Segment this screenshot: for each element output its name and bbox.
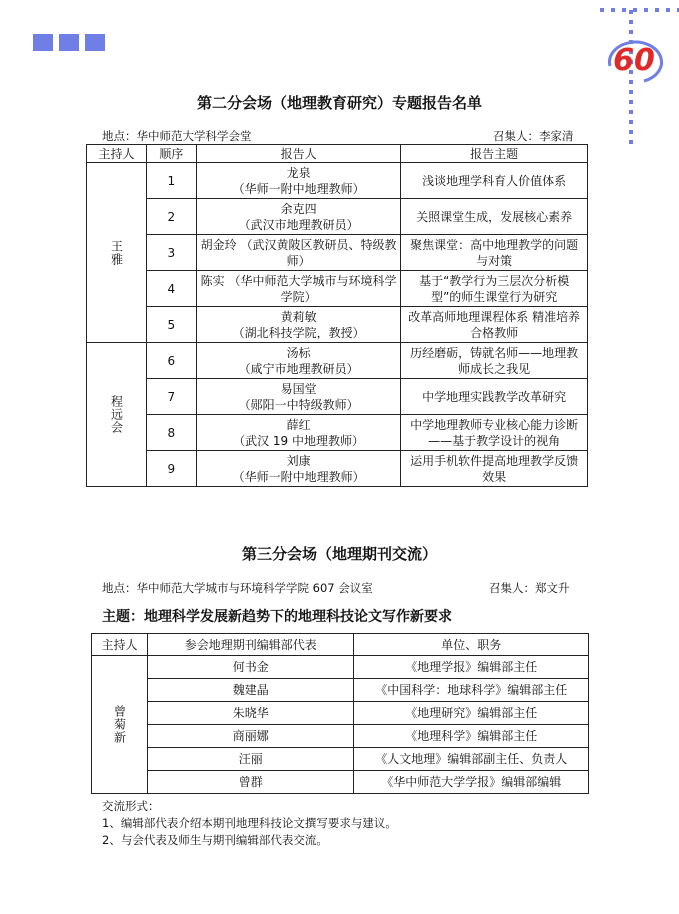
header-unit: 单位、职务 [354, 634, 589, 656]
reporter-cell: 龙泉 （华师一附中地理教师） [196, 163, 401, 199]
order-cell: 6 [146, 343, 196, 379]
editor-name: 魏建晶 [147, 679, 354, 702]
topic-cell: 浅谈地理学科育人价值体系 [401, 163, 588, 199]
session3-location: 地点：华中师范大学城市与环境科学学院 607 会议室 [102, 581, 373, 595]
session3-theme: 主题：地理科学发展新趋势下的地理科技论文写作新要求 [102, 609, 452, 625]
host-name: 王雅 [109, 239, 124, 266]
format-item: 1、编辑部代表介绍本期刊地理科技论文撰写要求与建议。 [102, 816, 397, 830]
session2-convener: 召集人：李家清 [493, 129, 574, 143]
host-cell [92, 656, 148, 794]
order-cell: 8 [146, 415, 196, 451]
order-cell: 7 [146, 379, 196, 415]
editor-name: 汪丽 [147, 748, 354, 771]
topic-cell: 聚焦课堂：高中地理教学的问题与对策 [401, 235, 588, 271]
order-cell: 2 [146, 199, 196, 235]
editor-unit: 《华中师范大学学报》编辑部编辑 [354, 771, 589, 794]
reporter-cell: 陈实 （华中师范大学城市与环境科学学院） [196, 271, 401, 307]
format-item: 2、与会代表及师生与期刊编辑部代表交流。 [102, 833, 328, 847]
editor-name: 朱晓华 [147, 702, 354, 725]
reporter-cell: 刘康 （华师一附中地理教师） [196, 451, 401, 487]
header-order: 顺序 [146, 145, 196, 163]
decor-square [85, 34, 105, 51]
reporter-cell: 黄莉敏 （湖北科技学院，教授） [196, 307, 401, 343]
decor-square [59, 34, 79, 51]
reporter-cell: 薛红 （武汉 19 中地理教师） [196, 415, 401, 451]
page-number: 60 [613, 43, 655, 78]
page-number-badge [604, 36, 664, 86]
header-host: 主持人 [92, 634, 148, 656]
editor-name: 何书金 [147, 656, 354, 679]
topic-cell: 运用手机软件提高地理教学反馈效果 [401, 451, 588, 487]
header-topic: 报告主题 [401, 145, 588, 163]
editor-unit: 《中国科学：地球科学》编辑部主任 [354, 679, 589, 702]
reporter-cell: 易国堂 （郧阳一中特级教师） [196, 379, 401, 415]
session3-table [91, 633, 589, 794]
reporter-cell: 汤标 （咸宁市地理教研员） [196, 343, 401, 379]
order-cell: 1 [146, 163, 196, 199]
editor-unit: 《地理研究》编辑部主任 [354, 702, 589, 725]
session3-title: 第三分会场（地理期刊交流） [241, 545, 437, 563]
editor-unit: 《人文地理》编辑部副主任、负责人 [354, 748, 589, 771]
order-cell: 9 [146, 451, 196, 487]
order-cell: 5 [146, 307, 196, 343]
session2-table [86, 144, 588, 487]
decor-square [33, 34, 53, 51]
editor-name: 商丽娜 [147, 725, 354, 748]
order-cell: 4 [146, 271, 196, 307]
topic-cell: 基于“教学行为三层次分析模型”的师生课堂行为研究 [401, 271, 588, 307]
topic-cell: 中学地理实践教学改革研究 [401, 379, 588, 415]
session2-location: 地点：华中师范大学科学会堂 [102, 129, 252, 143]
editor-unit: 《地理科学》编辑部主任 [354, 725, 589, 748]
topic-cell: 关照课堂生成，发展核心素养 [401, 199, 588, 235]
format-title: 交流形式： [102, 799, 160, 813]
editor-name: 曾群 [147, 771, 354, 794]
topic-cell: 中学地理教师专业核心能力诊断——基于教学设计的视角 [401, 415, 588, 451]
session3-convener: 召集人：郑文升 [489, 581, 570, 595]
topic-cell: 历经磨砺，铸就名师——地理教师成长之我见 [401, 343, 588, 379]
header-editor: 参会地理期刊编辑部代表 [147, 634, 354, 656]
topic-cell: 改革高师地理课程体系 精准培养合格教师 [401, 307, 588, 343]
editor-unit: 《地理学报》编辑部主任 [354, 656, 589, 679]
order-cell: 3 [146, 235, 196, 271]
host-cell [87, 163, 147, 343]
header-host: 主持人 [87, 145, 147, 163]
host-name: 程远会 [109, 395, 124, 434]
reporter-cell: 胡金玲 （武汉黄陂区教研员、特级教师） [196, 235, 401, 271]
host-cell [87, 343, 147, 487]
exchange-format [102, 798, 397, 849]
session2-title: 第二分会场（地理教育研究）专题报告名单 [196, 94, 482, 112]
reporter-cell: 余克四 （武汉市地理教研员） [196, 199, 401, 235]
host-name: 曾菊新 [112, 705, 127, 744]
header-reporter: 报告人 [196, 145, 401, 163]
